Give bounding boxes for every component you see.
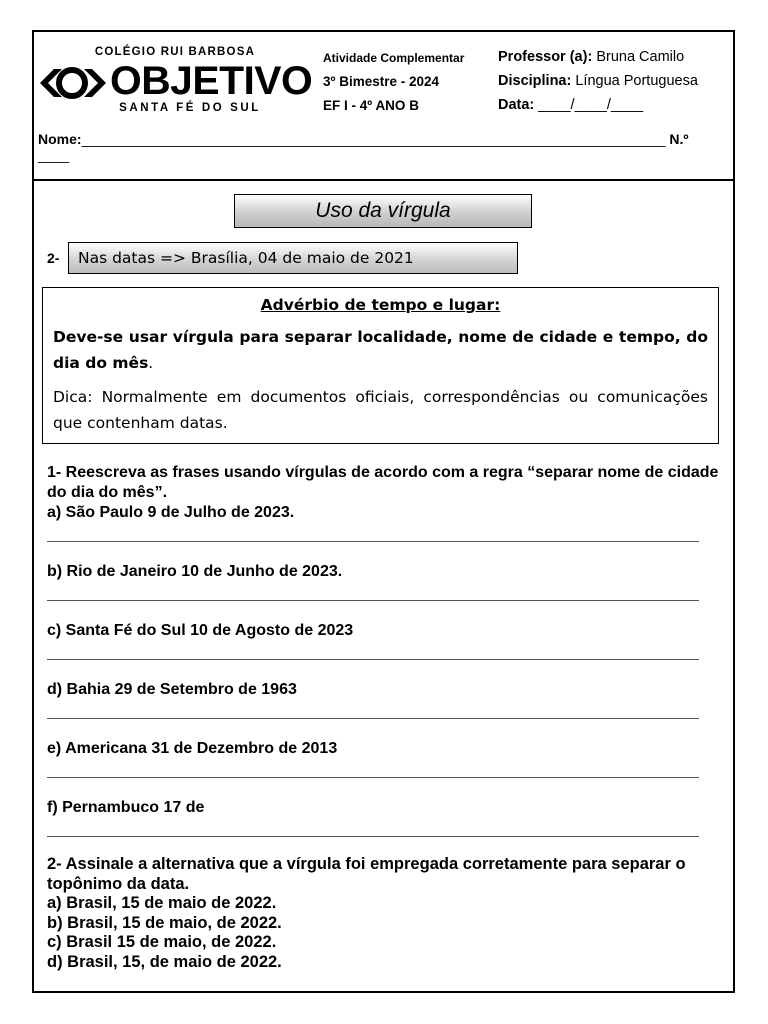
logo-symbol-icon [38, 66, 110, 100]
rule-text [53, 324, 708, 376]
name-field[interactable]: ___________________________________________________________________________ [81, 131, 666, 147]
rule-heading: Advérbio de tempo e lugar: [260, 296, 501, 314]
question-1-item: c) Santa Fé do Sul 10 de Agosto de 2023 [47, 622, 354, 639]
question-1-prompt: 1- Reescreva as frases usando vírgulas de acordo com a regra “separar nome de cidade do dia do mês”. [47, 464, 719, 501]
question-2 [47, 855, 722, 972]
number-label: N.º [669, 131, 689, 147]
header-divider [32, 179, 735, 181]
teacher-row [498, 48, 698, 72]
number-field[interactable]: ____ [38, 147, 70, 163]
rule-text-end: . [148, 354, 154, 372]
question-2-prompt: 2- Assinale a alternativa que a vírgula foi empregada corretamente para separar o topônimo da data. [47, 855, 686, 893]
question-2-option[interactable]: d) Brasil, 15, de maio de 2022. [47, 952, 282, 971]
name-row [38, 131, 718, 163]
logo-bottom-text: SANTA FÉ DO SUL [119, 102, 261, 114]
date-field[interactable]: ____/____/____ [538, 97, 644, 113]
rule-tip: Dica: Normalmente em documentos oficiais, correspondências ou comunicações que contenham datas. [53, 388, 708, 432]
question-1-item: f) Pernambuco 17 de [47, 799, 205, 816]
question-1-item: a) São Paulo 9 de Julho de 2023. [47, 504, 295, 521]
teacher-info [498, 48, 698, 120]
activity-info [323, 50, 464, 122]
page-title: Uso da vírgula [234, 194, 532, 228]
question-2-option[interactable]: b) Brasil, 15 de maio, de 2022. [47, 913, 282, 932]
date-label: Data: [498, 97, 535, 113]
teacher-value: Bruna Camilo [596, 49, 685, 65]
subject-row [498, 72, 698, 96]
logo-top-text: COLÉGIO RUI BARBOSA [94, 46, 256, 58]
class-label: EF I - 4º ANO B [323, 98, 419, 113]
question-1 [47, 463, 722, 837]
teacher-label: Professor (a): [498, 49, 593, 65]
name-label: Nome: [38, 131, 82, 147]
subject-value: Língua Portuguesa [575, 73, 698, 89]
question-1-item: b) Rio de Janeiro 10 de Junho de 2023. [47, 563, 343, 580]
subject-label: Disciplina: [498, 73, 572, 89]
rule-text-body: Deve-se usar vírgula para separar localidade, nome de cidade e tempo, do dia do mês [53, 328, 708, 372]
question-2-option[interactable]: c) Brasil 15 de maio, de 2022. [47, 933, 277, 951]
bimester-label: 3º Bimestre - 2024 [323, 74, 439, 89]
rule-box [42, 287, 719, 444]
subtitle-number: 2- [47, 250, 60, 266]
subtitle-box: Nas datas => Brasília, 04 de maio de 2021 [68, 242, 518, 274]
logo-main-text: OBJETIVO [110, 59, 313, 103]
activity-label: Atividade Complementar [323, 51, 465, 65]
question-1-item: d) Bahia 29 de Setembro de 1963 [47, 681, 297, 698]
question-1-item: e) Americana 31 de Dezembro de 2013 [47, 740, 338, 757]
date-row [498, 96, 698, 120]
school-logo [38, 46, 313, 116]
answer-line[interactable] [47, 836, 699, 837]
question-2-option[interactable]: a) Brasil, 15 de maio de 2022. [47, 894, 277, 912]
